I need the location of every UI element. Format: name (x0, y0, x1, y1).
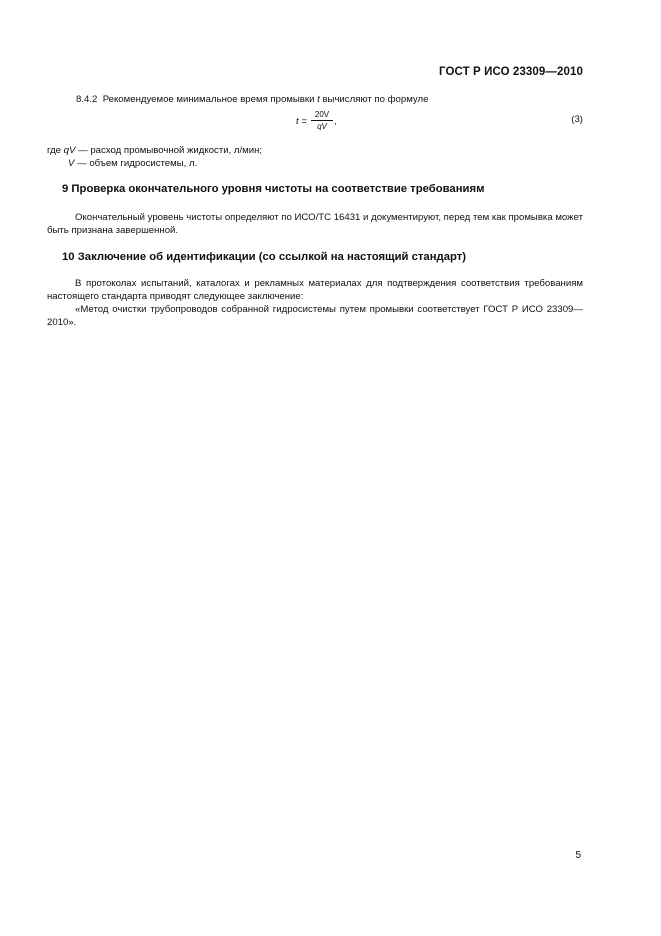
clause-number: 8.4.2 (76, 94, 98, 105)
section-10-paragraph-1: В протоколах испытаний, каталогах и рекламных материалах для подтверждения соответствия требованиям настоящего стандарта приводят следующее заключение: (47, 278, 583, 302)
formula-number: (3) (571, 114, 583, 125)
section-9-heading: 9 Проверка окончательного уровня чистоты на соответствие требованиям (62, 183, 485, 195)
legend-def-v: — объем гидросистемы, л. (74, 158, 198, 169)
formula-punct: , (334, 116, 337, 127)
section-10-heading: 10 Заключение об идентификации (со ссылкой на настоящий стандарт) (62, 251, 467, 263)
legend-var-qv: qV (63, 145, 76, 156)
section-10-paragraph-2: «Метод очистки трубопроводов собранной гидросистемы путем промывки соответствует ГОСТ Р ИСО 23309—2010». (47, 304, 583, 328)
document-header: ГОСТ Р ИСО 23309—2010 (438, 66, 583, 78)
clause-text-after: вычисляют по формуле (319, 94, 429, 105)
formula-legend (47, 144, 262, 170)
formula-fraction (311, 110, 333, 132)
legend-var-v: V (68, 158, 75, 169)
legend-def-qv: — расход промывочной жидкости, л/мин; (75, 145, 263, 156)
legend-row-v (47, 157, 262, 170)
formula-denominator: qV (317, 122, 327, 131)
formula-numerator: 20V (311, 110, 333, 121)
formula-lhs: t = (296, 116, 307, 127)
clause-8-4-2 (76, 94, 428, 105)
page-number: 5 (575, 850, 581, 861)
section-9-paragraph: Окончательный уровень чистоты определяют по ИСО/ТС 16431 и документируют, перед тем как промывка может быть признана завершенной. (47, 212, 583, 236)
clause-text-before: Рекомендуемое минимальное время промывки (102, 94, 318, 105)
legend-row-qv: где qV — расход промывочной жидкости, л/мин; (47, 145, 263, 156)
clause-variable: t (317, 94, 320, 105)
